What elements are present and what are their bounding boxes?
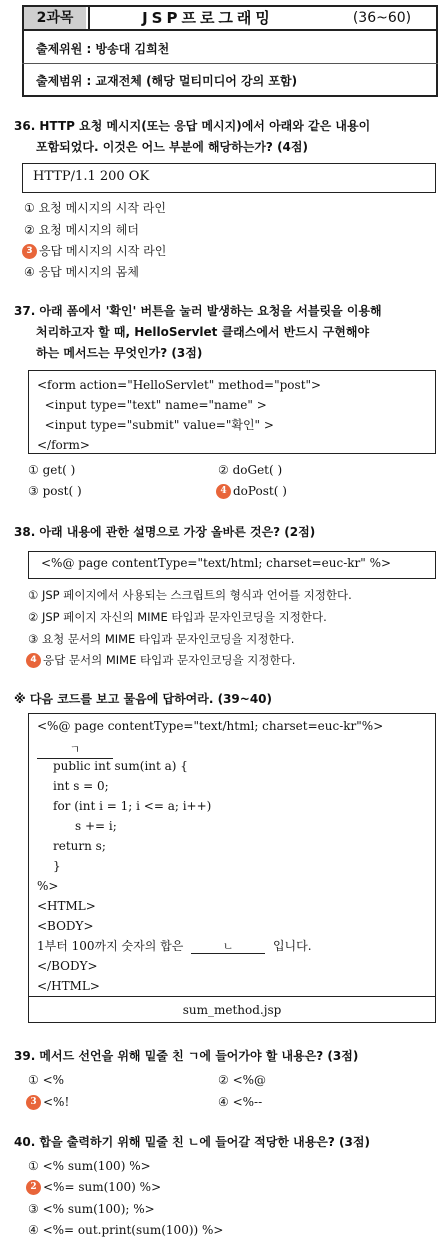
q38-option-4-text: 응답 문서의 MIME 타입과 문자인코딩을 지정한다. xyxy=(43,653,296,667)
code-line: return s; xyxy=(53,839,106,853)
code-line-sum xyxy=(37,936,312,956)
q38-option-4 xyxy=(26,650,295,670)
q37-code-line: <input type="text" name="name" > xyxy=(37,398,267,412)
q37-option-1: ① get( ) xyxy=(28,463,76,477)
q40-text: 40. 합을 출력하기 위해 밑줄 친 ㄴ에 들어갈 적당한 내용은? (3점) xyxy=(14,1135,370,1149)
code-line: %> xyxy=(37,879,59,893)
blank-b xyxy=(191,941,265,954)
scope-line: 출제범위 : 교재전체 (해당 멀티미디어 강의 포함) xyxy=(36,74,298,88)
q37-option-4 xyxy=(216,481,287,501)
q38-answer-badge: 4 xyxy=(26,653,41,668)
q37-code-line: <form action="HelloServlet" method="post"> xyxy=(37,378,322,392)
q38-option-2: ② JSP 페이지 자신의 MIME 타입과 문자인코딩을 지정한다. xyxy=(28,610,327,624)
q40-option-2 xyxy=(26,1177,161,1197)
q40-option-3: ③ <% sum(100); %> xyxy=(28,1202,155,1216)
q37-code-line: <input type="submit" value="확인" > xyxy=(37,418,274,432)
q36-text xyxy=(14,116,434,158)
code-line: <BODY> xyxy=(37,919,94,933)
q38-option-1: ① JSP 페이지에서 사용되는 스크립트의 형식과 언어를 지정한다. xyxy=(28,588,352,602)
q40-option-4: ④ <%= out.print(sum(100)) %> xyxy=(28,1223,224,1237)
common-instruction: ※ 다음 코드를 보고 물음에 답하여라. (39~40) xyxy=(14,692,273,706)
q39-option-3-text: <%! xyxy=(43,1095,70,1109)
q37-text-line2: 처리하고자 할 때, HelloServlet 클래스에서 반드시 구현해야 xyxy=(36,325,370,339)
q37-answer-badge: 4 xyxy=(216,484,231,499)
code-line-sum-tail: 입니다. xyxy=(272,939,312,953)
code-line: int s = 0; xyxy=(53,779,109,793)
q39-text: 39. 메서드 선언을 위해 밑줄 친 ㄱ에 들어가야 할 내용은? (3점) xyxy=(14,1049,359,1063)
subject-title: JSP프로그래밍 xyxy=(142,9,274,27)
code-line-sum-text: 1부터 100까지 숫자의 합은 xyxy=(37,939,184,953)
q37-option-2: ② doGet( ) xyxy=(218,463,283,477)
code-line: </HTML> xyxy=(37,979,100,993)
code-line: <HTML> xyxy=(37,899,96,913)
q36-option-3 xyxy=(22,241,166,261)
q40-option-2-text: <%= sum(100) %> xyxy=(43,1180,162,1194)
q39-option-3 xyxy=(26,1092,69,1112)
author-line: 출제위원 : 방송대 김희천 xyxy=(36,42,170,56)
code-line: for (int i = 1; i <= a; i++) xyxy=(53,799,212,813)
code-line: public int sum(int a) { xyxy=(53,759,188,773)
q39-option-1: ① <% xyxy=(28,1073,65,1087)
q38-text: 38. 아래 내용에 관한 설명으로 가장 올바른 것은? (2점) xyxy=(14,525,316,539)
q38-box: <%@ page contentType="text/html; charset=euc-kr" %> xyxy=(28,551,436,579)
q39-option-2: ② <%@ xyxy=(218,1073,267,1087)
common-code-box xyxy=(28,713,436,1023)
q36-text-line1: 36. HTTP 요청 메시지(또는 응답 메시지)에서 아래와 같은 내용이 xyxy=(14,119,371,133)
q36-option-3-text: 응답 메시지의 시작 라인 xyxy=(39,244,167,258)
q36-option-1: ① 요청 메시지의 시작 라인 xyxy=(24,201,166,215)
code-filename: sum_method.jsp xyxy=(29,996,435,1023)
blank-a-label: ㄱ xyxy=(69,743,81,756)
q40-answer-badge: 2 xyxy=(26,1180,41,1195)
q37-code-line: </form> xyxy=(37,438,90,452)
code-line: <%@ page contentType="text/html; charset=euc-kr"%> xyxy=(37,719,384,733)
subject-number: 2과목 xyxy=(24,7,86,29)
info-divider xyxy=(22,63,438,64)
code-line: </BODY> xyxy=(37,959,98,973)
q37-code-box xyxy=(28,370,436,454)
q40-option-1: ① <% sum(100) %> xyxy=(28,1159,151,1173)
q39-option-4: ④ <%-- xyxy=(218,1095,263,1109)
q37-option-3: ③ post( ) xyxy=(28,484,82,498)
q37-text xyxy=(14,301,434,364)
code-line: } xyxy=(53,859,61,873)
question-range: (36~60) xyxy=(352,10,412,26)
q36-text-line2: 포함되었다. 이것은 어느 부분에 해당하는가? (4점) xyxy=(36,140,308,154)
q38-option-3: ③ 요청 문서의 MIME 타입과 문자인코딩을 지정한다. xyxy=(28,632,295,646)
q36-answer-badge: 3 xyxy=(22,244,37,259)
q37-option-4-text: doPost( ) xyxy=(233,484,287,498)
q37-text-line1: 37. 아래 폼에서 '확인' 버튼을 눌러 발생하는 요청을 서블릿을 이용해 xyxy=(14,304,382,318)
q37-text-line3: 하는 메서드는 무엇인가? (3점) xyxy=(36,346,203,360)
q36-box: HTTP/1.1 200 OK xyxy=(22,163,436,193)
q36-option-2: ② 요청 메시지의 헤더 xyxy=(24,223,139,237)
q39-answer-badge: 3 xyxy=(26,1095,41,1110)
q36-option-4: ④ 응답 메시지의 몸체 xyxy=(24,265,139,279)
code-line: s += i; xyxy=(75,819,117,833)
blank-b-label: ㄴ xyxy=(222,940,234,953)
